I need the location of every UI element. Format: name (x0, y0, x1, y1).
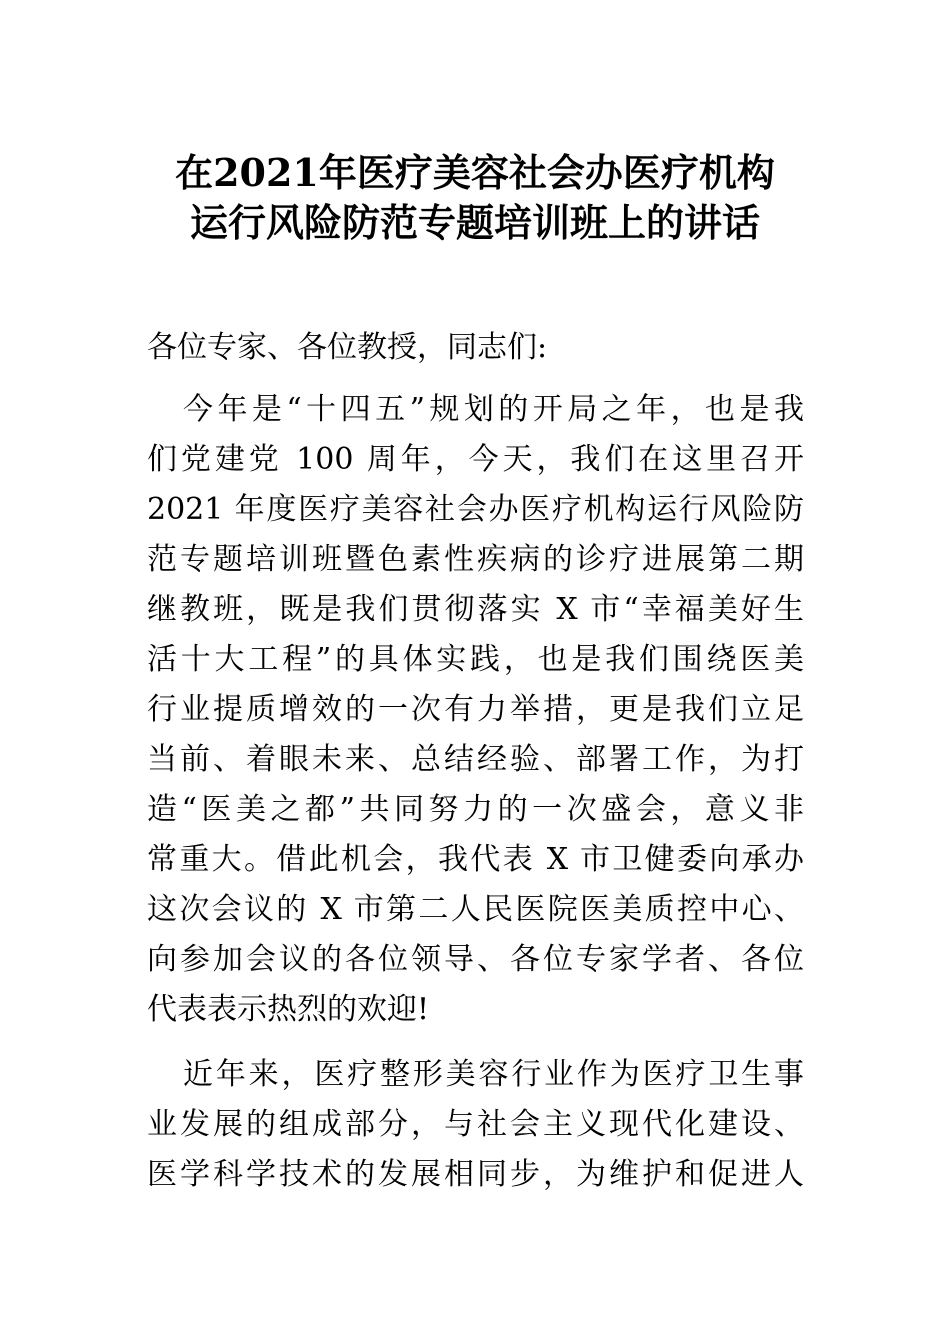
paragraph-line: 代表表示热烈的欢迎! (147, 992, 430, 1027)
paragraph-line: 近年来，医疗整形美容行业作为医疗卫生事 (183, 1057, 804, 1092)
paragraph-line: 向参加会议的各位领导、各位专家学者、各位 (147, 942, 804, 977)
paragraph-line: 2021 年度医疗美容社会办医疗机构运行风险防 (147, 492, 804, 527)
greeting: 各位专家、各位教授，同志们: (147, 330, 548, 365)
paragraph-line: 行业提质增效的一次有力举措，更是我们立足 (147, 692, 804, 727)
paragraph-line: 医学科学技术的发展相同步，为维护和促进人 (147, 1157, 804, 1192)
paragraph-line: 范专题培训班暨色素性疾病的诊疗进展第二期 (147, 542, 804, 577)
paragraph-line: 当前、着眼未来、总结经验、部署工作，为打 (147, 742, 804, 777)
paragraph-line: 活十大工程”的具体实践，也是我们围绕医美 (147, 642, 804, 677)
paragraph-line: 业发展的组成部分，与社会主义现代化建设、 (147, 1107, 804, 1142)
paragraph-line: 造“医美之都”共同努力的一次盛会，意义非 (147, 792, 804, 827)
paragraph-line: 继教班，既是我们贯彻落实 X 市“幸福美好生 (147, 592, 804, 627)
document-title-line-2: 运行风险防范专题培训班上的讲话 (189, 200, 760, 245)
paragraph-line: 常重大。借此机会，我代表 X 市卫健委向承办 (147, 842, 804, 877)
document-title-line-1: 在2021年医疗美容社会办医疗机构 (175, 150, 775, 195)
paragraph-line: 这次会议的 X 市第二人民医院医美质控中心、 (147, 892, 804, 927)
paragraph-line: 今年是“十四五”规划的开局之年，也是我 (183, 392, 804, 427)
paragraph-line: 们党建党 100 周年，今天，我们在这里召开 (147, 442, 804, 477)
